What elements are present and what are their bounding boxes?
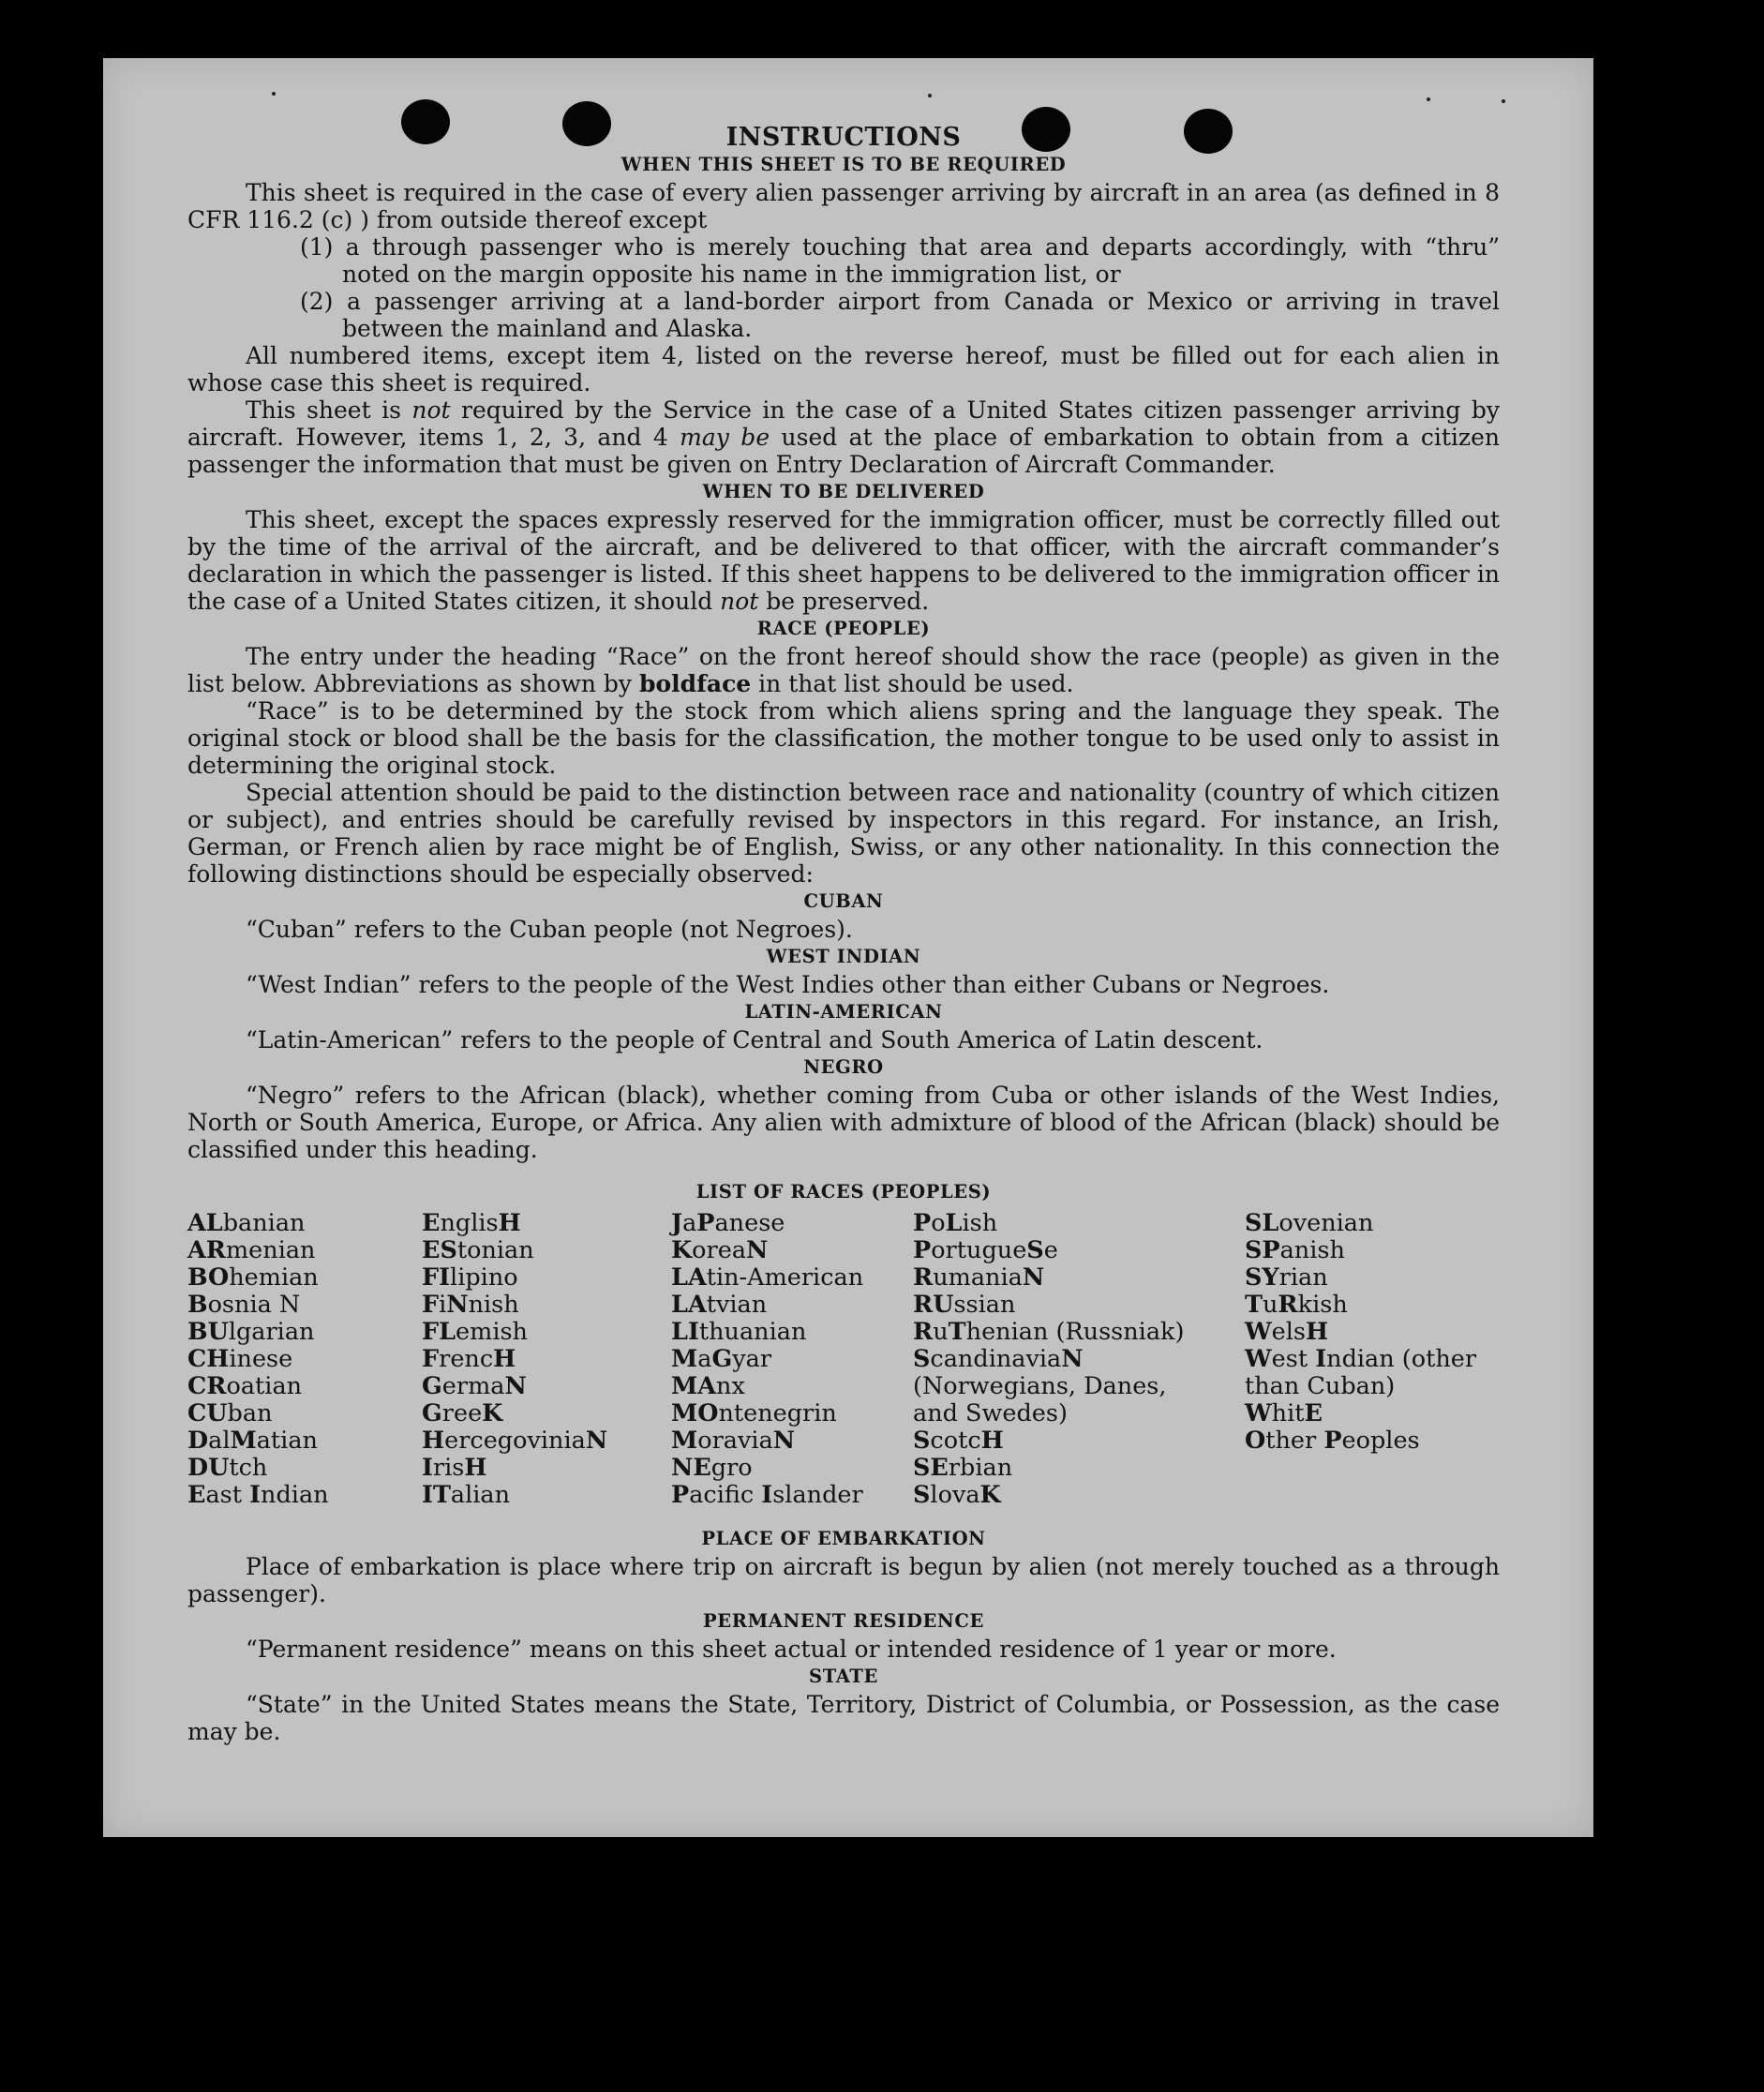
race-list	[187, 1210, 1500, 1525]
race-name: CR	[187, 1372, 227, 1400]
speck	[272, 92, 276, 96]
race-entry: BOhemian	[187, 1263, 319, 1292]
race-entry: FIlipino	[422, 1263, 518, 1292]
list-item: (1) a through passenger who is merely touching that area and departs accordingly, with “thru” noted on the margin opposite his name in the immigration list, or	[300, 233, 1500, 288]
race-entry	[187, 1427, 412, 1455]
paragraph: “State” in the United States means the State, Territory, District of Columbia, or Possession, as the case may be.	[187, 1691, 1500, 1745]
emphasis: may be	[680, 424, 770, 451]
race-entry	[422, 1400, 656, 1427]
race-name: SY	[1245, 1263, 1279, 1292]
paragraph: “Negro” refers to the African (black), whether coming from Cuba or other islands of the West Indies, North or South America, Europe, or Africa. Any alien with admixture of blood of the African (black) should be classified under this heading.	[187, 1082, 1500, 1163]
section-heading: CUBAN	[803, 890, 884, 912]
bold-word: boldface	[638, 670, 752, 697]
paragraph: “Cuban” refers to the Cuban people (not Negroes).	[246, 916, 853, 943]
race-entry: SLovenian	[1245, 1209, 1374, 1237]
instructions-body	[187, 124, 1500, 1745]
race-entry	[422, 1210, 656, 1237]
paragraph: This sheet is required in the case of every alien passenger arriving by aircraft in an area (as defined in 8 CFR 116.2 (c) ) from outside thereof except	[187, 179, 1500, 233]
section-heading: PERMANENT RESIDENCE	[703, 1610, 984, 1632]
race-name: RuThenian	[913, 1318, 1049, 1346]
race-entry	[187, 1482, 412, 1509]
race-name: IT	[422, 1481, 451, 1509]
race-entry	[913, 1237, 1194, 1264]
speck	[1502, 99, 1505, 103]
text: be preserved.	[758, 588, 930, 615]
race-entry: MOntenegrin	[671, 1399, 837, 1427]
race-entry: West Indian (other than Cuban)	[1245, 1345, 1477, 1400]
race-name: LA	[671, 1291, 707, 1319]
race-name: FiNnish	[422, 1291, 519, 1319]
race-name: PoLish	[913, 1209, 998, 1237]
speck	[1427, 97, 1430, 101]
race-entry: ScandinaviaN (Norwegians, Danes, and Swedes)	[913, 1345, 1167, 1427]
race-name: IrisH	[422, 1454, 487, 1482]
race-entry	[422, 1373, 656, 1400]
race-entry	[422, 1292, 656, 1319]
section-heading: WHEN TO BE DELIVERED	[702, 481, 985, 502]
race-name: AR	[187, 1236, 226, 1264]
text: required by the Service in the case of a United States citizen passenger arriving by aircraft. However, items 1, 2, 3, and 4	[187, 396, 1500, 451]
race-column	[1245, 1210, 1517, 1455]
emphasis: not	[720, 588, 759, 615]
race-entry	[1245, 1292, 1517, 1319]
section-heading: NEGRO	[803, 1056, 884, 1078]
race-entry	[671, 1482, 905, 1509]
race-column	[422, 1210, 656, 1509]
race-name: MoraviaN	[671, 1427, 796, 1455]
race-name: JaPanese	[671, 1209, 785, 1237]
paragraph: “Race” is to be determined by the stock from which aliens spring and the language they speak. The original stock or blood shall be the basis for the classification, the mother tongue to be used only to assist in determining the original stock.	[187, 697, 1500, 779]
race-entry: CHinese	[187, 1345, 293, 1373]
race-entry	[671, 1346, 905, 1373]
paragraph: “West Indian” refers to the people of the West Indies other than either Cubans or Negroes.	[246, 971, 1330, 998]
text: used at the place of embarkation to obtain from a citizen passenger the information that must be given on Entry Declaration of Aircraft Commander.	[187, 424, 1500, 478]
race-entry	[913, 1264, 1194, 1292]
section-heading: RACE (PEOPLE)	[756, 618, 931, 639]
race-entry: NEgro	[671, 1454, 753, 1482]
race-entry	[422, 1427, 656, 1455]
race-entry	[1245, 1427, 1517, 1455]
race-name: BU	[187, 1318, 229, 1346]
race-name: FL	[422, 1318, 456, 1346]
race-entry: ARmenian	[187, 1236, 316, 1264]
race-entry	[671, 1237, 905, 1264]
race-name: RumaniaN	[913, 1263, 1045, 1292]
race-name: ScotcH	[913, 1427, 1004, 1455]
race-name: WhitE	[1245, 1399, 1323, 1427]
race-name: DalMatian	[187, 1427, 318, 1455]
race-entry: BUlgarian	[187, 1318, 315, 1346]
paragraph: Place of embarkation is place where trip on aircraft is begun by alien (not merely touched as a through passenger).	[187, 1553, 1500, 1607]
race-name: PortugueSe	[913, 1236, 1058, 1264]
race-name: HercegoviniaN	[422, 1427, 608, 1455]
paragraph: “Latin-American” refers to the people of Central and South America of Latin descent.	[246, 1026, 1263, 1053]
race-entry: SErbian	[913, 1454, 1013, 1482]
race-entry: FLemish	[422, 1318, 528, 1346]
race-entry	[913, 1482, 1194, 1509]
paragraph: All numbered items, except item 4, listed on the reverse hereof, must be filled out for each alien in whose case this sheet is required.	[187, 342, 1500, 396]
race-name: EnglisH	[422, 1209, 521, 1237]
race-name: SE	[913, 1454, 949, 1482]
race-column	[187, 1210, 412, 1509]
race-name: CH	[187, 1345, 230, 1373]
race-name: SP	[1245, 1236, 1280, 1264]
race-entry: CUban	[187, 1399, 273, 1427]
race-entry	[422, 1455, 656, 1482]
race-entry: LAtvian	[671, 1291, 768, 1319]
race-entry: RuThenian (Russniak)	[913, 1318, 1185, 1346]
race-entry	[671, 1210, 905, 1237]
race-entry	[422, 1346, 656, 1373]
paragraph	[187, 643, 1500, 697]
section-heading: WEST INDIAN	[766, 946, 921, 967]
race-name: TuRkish	[1245, 1291, 1348, 1319]
race-entry	[913, 1210, 1194, 1237]
list-item: (2) a passenger arriving at a land-border airport from Canada or Mexico or arriving in travel between the mainland and Alaska.	[300, 288, 1500, 342]
paragraph	[187, 506, 1500, 615]
race-name: Other Peoples	[1245, 1427, 1420, 1455]
race-name: NE	[671, 1454, 711, 1482]
section-heading: LIST OF RACES (PEOPLES)	[695, 1181, 992, 1203]
race-name: LA	[671, 1263, 707, 1292]
race-entry: Bosnia N	[187, 1291, 301, 1319]
race-entry: RUssian	[913, 1291, 1016, 1319]
section-heading: LATIN-AMERICAN	[744, 1001, 943, 1023]
race-entry: DUtch	[187, 1454, 268, 1482]
race-entry: LAtin-American	[671, 1263, 864, 1292]
race-name: WelsH	[1245, 1318, 1329, 1346]
race-entry: ITalian	[422, 1481, 511, 1509]
race-name: SL	[1245, 1209, 1279, 1237]
race-name: DU	[187, 1454, 230, 1482]
text: in that list should be used.	[751, 670, 1074, 697]
section-heading: WHEN THIS SHEET IS TO BE REQUIRED	[620, 154, 1067, 175]
race-name: AL	[187, 1209, 223, 1237]
race-name: BO	[187, 1263, 230, 1292]
race-name: CU	[187, 1399, 228, 1427]
race-entry: ALbanian	[187, 1209, 306, 1237]
race-entry: CRoatian	[187, 1372, 303, 1400]
text: This sheet, except the spaces expressly reserved for the immigration officer, must be correctly filled out by the time of the arrival of the aircraft, and be delivered to that officer, with the aircraft commander’s declaration in which the passenger is listed. If this sheet happens to be delivered to the immigration officer in the case of a United States citizen, it should	[187, 506, 1500, 615]
paragraph: “Permanent residence” means on this sheet actual or intended residence of 1 year or more.	[246, 1636, 1337, 1663]
paragraph: Special attention should be paid to the distinction between race and nationality (country of which citizen or subject), and entries should be carefully revised by inspectors in this regard. For instance, an Irish, German, or French alien by race might be of English, Swiss, or any other nationality. In this connection the following distinctions should be especially observed:	[187, 779, 1500, 888]
race-name: RU	[913, 1291, 954, 1319]
race-entry	[913, 1427, 1194, 1455]
paragraph	[187, 396, 1500, 478]
text: This sheet is	[246, 396, 412, 424]
race-entry	[1245, 1400, 1517, 1427]
race-column	[671, 1210, 905, 1509]
race-name: KoreaN	[671, 1236, 769, 1264]
race-entry	[1245, 1319, 1517, 1346]
text: The entry under the heading “Race” on the front hereof should show the race (people) as given in the list below. Abbreviations as shown by	[187, 643, 1500, 697]
race-entry: EStonian	[422, 1236, 534, 1264]
page-title: INSTRUCTIONS	[725, 123, 962, 152]
race-name: LI	[671, 1318, 699, 1346]
race-name: West Indian	[1245, 1345, 1395, 1373]
race-column	[913, 1210, 1194, 1509]
race-name: MO	[671, 1399, 719, 1427]
race-name: Bosnia	[187, 1291, 272, 1319]
race-name: FrencH	[422, 1345, 516, 1373]
race-name: ES	[422, 1236, 457, 1264]
race-name: MA	[671, 1372, 717, 1400]
race-name: FI	[422, 1263, 451, 1292]
race-name: GermaN	[422, 1372, 527, 1400]
race-name: SlovaK	[913, 1481, 1001, 1509]
race-name: ScandinaviaN	[913, 1345, 1084, 1373]
section-heading: PLACE OF EMBARKATION	[701, 1528, 986, 1549]
section-heading: STATE	[809, 1666, 878, 1687]
speck	[928, 94, 932, 97]
race-name: East Indian	[187, 1481, 329, 1509]
race-name: Pacifc Islander	[671, 1481, 863, 1509]
race-entry: MAnx	[671, 1372, 745, 1400]
race-name: GreeK	[422, 1399, 503, 1427]
document-sheet	[103, 58, 1593, 1837]
race-entry: SYrian	[1245, 1263, 1328, 1292]
race-entry: SPanish	[1245, 1236, 1345, 1264]
race-name: MaGyar	[671, 1345, 772, 1373]
emphasis: not	[411, 396, 451, 424]
race-entry	[671, 1427, 905, 1455]
race-entry: LIthuanian	[671, 1318, 807, 1346]
